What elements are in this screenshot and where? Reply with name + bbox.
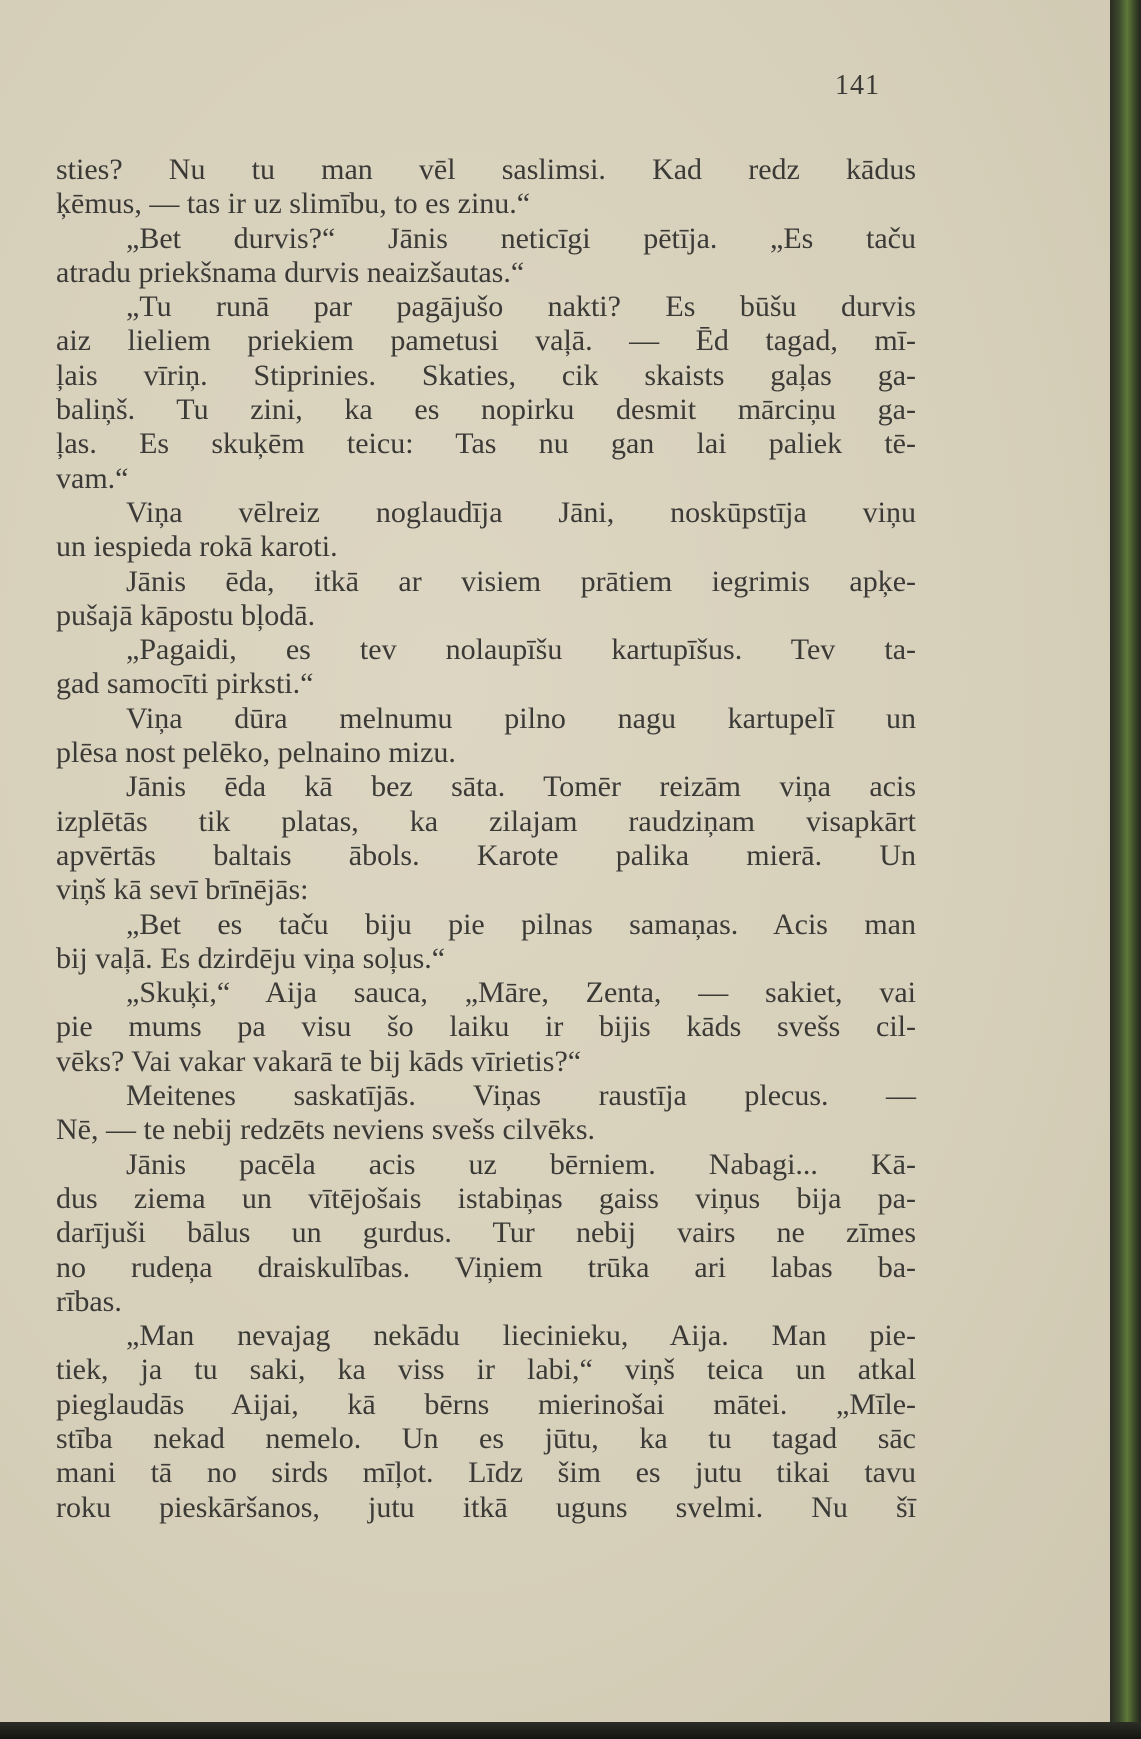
text-line: sties? Nu tu man vēl saslimsi. Kad redz kādus [56,153,916,186]
text-line: mani tā no sirds mīļot. Līdz šim es jutu tikai tavu [56,1456,916,1490]
text-line: Jānis ēda kā bez sāta. Tomēr reizām viņa acis [126,770,916,804]
text-line: „Tu runā par pagājušo nakti? Es būšu durvis [126,290,916,324]
book-spine-edge [1110,0,1141,1739]
text-line: stība nekad nemelo. Un es jūtu, ka tu tagad sāc [56,1421,916,1455]
text-line: apvērtās baltais ābols. Karote palika mierā. Un [56,838,916,872]
text-line: „Bet es taču biju pie pilnas samaņas. Acis man [126,907,916,941]
text-line: un iespieda rokā karoti. [56,530,338,564]
text-line: „Man nevajag nekādu liecinieku, Aija. Man pie- [126,1319,916,1353]
text-line: Jānis pacēla acis uz bērniem. Nabagi... Kā- [126,1147,916,1181]
text-line: baliņš. Tu zini, ka es nopirku desmit mārciņu ga- [56,393,916,427]
text-line: ļas. Es skuķēm teicu: Tas nu gan lai paliek tē- [56,427,916,461]
text-line: izplētās tik platas, ka zilajam raudziņam visapkārt [56,804,916,838]
text-line: Jānis ēda, itkā ar visiem prātiem iegrimis apķe- [126,564,916,598]
text-line: pieglaudās Aijai, kā bērns mierinošai mātei. „Mīle- [56,1387,916,1421]
text-line: Meitenes saskatījās. Viņas raustīja plecus. — [126,1079,916,1113]
text-line: aiz lieliem priekiem pametusi vaļā. — Ēd tagad, mī- [56,324,916,358]
text-line: „Bet durvis?“ Jānis neticīgi pētīja. „Es taču [126,221,916,255]
text-line: „Skuķi,“ Aija sauca, „Māre, Zenta, — sakiet, vai [126,976,916,1010]
text-line: gad samocīti pirksti.“ [56,667,314,701]
text-line: darījuši bālus un gurdus. Tur nebij vairs ne zīmes [56,1216,916,1250]
text-line: pie mums pa visu šo laiku ir bijis kāds svešs cil- [56,1010,916,1044]
page-number: 141 [835,70,880,101]
text-line: tiek, ja tu saki, ka viss ir labi,“ viņš teica un atkal [56,1353,916,1387]
text-line: viņš kā sevī brīnējās: [56,873,309,907]
page-bottom-edge [0,1722,1141,1739]
text-line: Viņa vēlreiz noglaudīja Jāni, noskūpstīja viņu [126,495,916,529]
text-line: ķēmus, — tas ir uz slimību, to es zinu.“ [56,187,531,221]
text-line: vam.“ [56,461,129,495]
text-line: roku pieskāršanos, jutu itkā uguns svelmi. Nu šī [56,1490,916,1524]
text-line: plēsa nost pelēko, pelnaino mizu. [56,736,456,770]
text-line: rības. [56,1284,122,1318]
text-line: vēks? Vai vakar vakarā te bij kāds vīrietis?“ [56,1044,582,1078]
text-line: Nē, — te nebij redzēts neviens svešs cilvēks. [56,1113,596,1147]
text-line: pušajā kāpostu bļodā. [56,598,316,632]
text-line: ļais vīriņ. Stiprinies. Skaties, cik skaists gaļas ga- [56,358,916,392]
text-line: atradu priekšnama durvis neaizšautas.“ [56,255,525,289]
text-line: dus ziema un vītējošais istabiņas gaiss viņus bija pa- [56,1181,916,1215]
text-line: „Pagaidi, es tev nolaupīšu kartupīšus. Tev ta- [126,633,916,667]
text-line: Viņa dūra melnumu pilno nagu kartupelī un [126,701,916,735]
body-text [56,153,916,1525]
text-line: bij vaļā. Es dzirdēju viņa soļus.“ [56,941,446,975]
text-line: no rudeņa draiskulības. Viņiem trūka ari labas ba- [56,1250,916,1284]
